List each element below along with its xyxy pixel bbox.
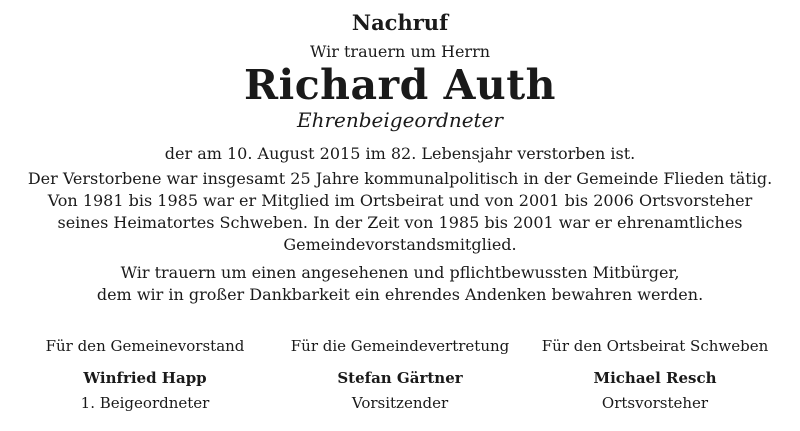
biography-paragraph bbox=[0, 168, 800, 256]
biography-line: Gemeindevorstandsmitglied. bbox=[283, 235, 517, 254]
signature-local-council bbox=[530, 336, 780, 413]
signature-organization: Für die Gemeindevertretung bbox=[290, 337, 510, 355]
signature-municipal-board bbox=[20, 336, 270, 413]
signatory-name: Stefan Gärtner bbox=[337, 369, 463, 387]
closing-line: dem wir in großer Dankbarkeit ein ehrendes Andenken bewahren werden. bbox=[96, 285, 704, 304]
signatory-name: Winfried Happ bbox=[83, 369, 207, 387]
signatory-role: 1. Beigeordneter bbox=[80, 394, 210, 412]
deceased-title: Ehrenbeigeordneter bbox=[297, 108, 503, 132]
notice-intro: Wir trauern um Herrn bbox=[309, 42, 491, 61]
biography-line: Der Verstorbene war insgesamt 25 Jahre kommunalpolitisch in der Gemeinde Flieden tätig. bbox=[27, 169, 773, 188]
signature-block bbox=[0, 336, 800, 413]
signature-municipal-council bbox=[275, 336, 525, 413]
closing-line: Wir trauern um einen angesehenen und pflichtbewussten Mitbürger, bbox=[120, 263, 680, 282]
deceased-name: Richard Auth bbox=[244, 61, 556, 109]
biography-line: seines Heimatortes Schweben. In der Zeit von 1985 bis 2001 war er ehrenamtliches bbox=[57, 213, 743, 232]
closing-paragraph bbox=[0, 262, 800, 306]
signature-organization: Für den Gemeinevorstand bbox=[45, 337, 245, 355]
signatory-role: Vorsitzender bbox=[351, 394, 449, 412]
signatory-name: Michael Resch bbox=[593, 369, 717, 387]
signature-organization: Für den Ortsbeirat Schweben bbox=[541, 337, 769, 355]
notice-heading: Nachruf bbox=[351, 10, 449, 35]
signatory-role: Ortsvorsteher bbox=[601, 394, 709, 412]
biography-line: Von 1981 bis 1985 war er Mitglied im Ortsbeirat und von 2001 bis 2006 Ortsvorsteher bbox=[47, 191, 753, 210]
death-statement: der am 10. August 2015 im 82. Lebensjahr verstorben ist. bbox=[164, 144, 636, 163]
